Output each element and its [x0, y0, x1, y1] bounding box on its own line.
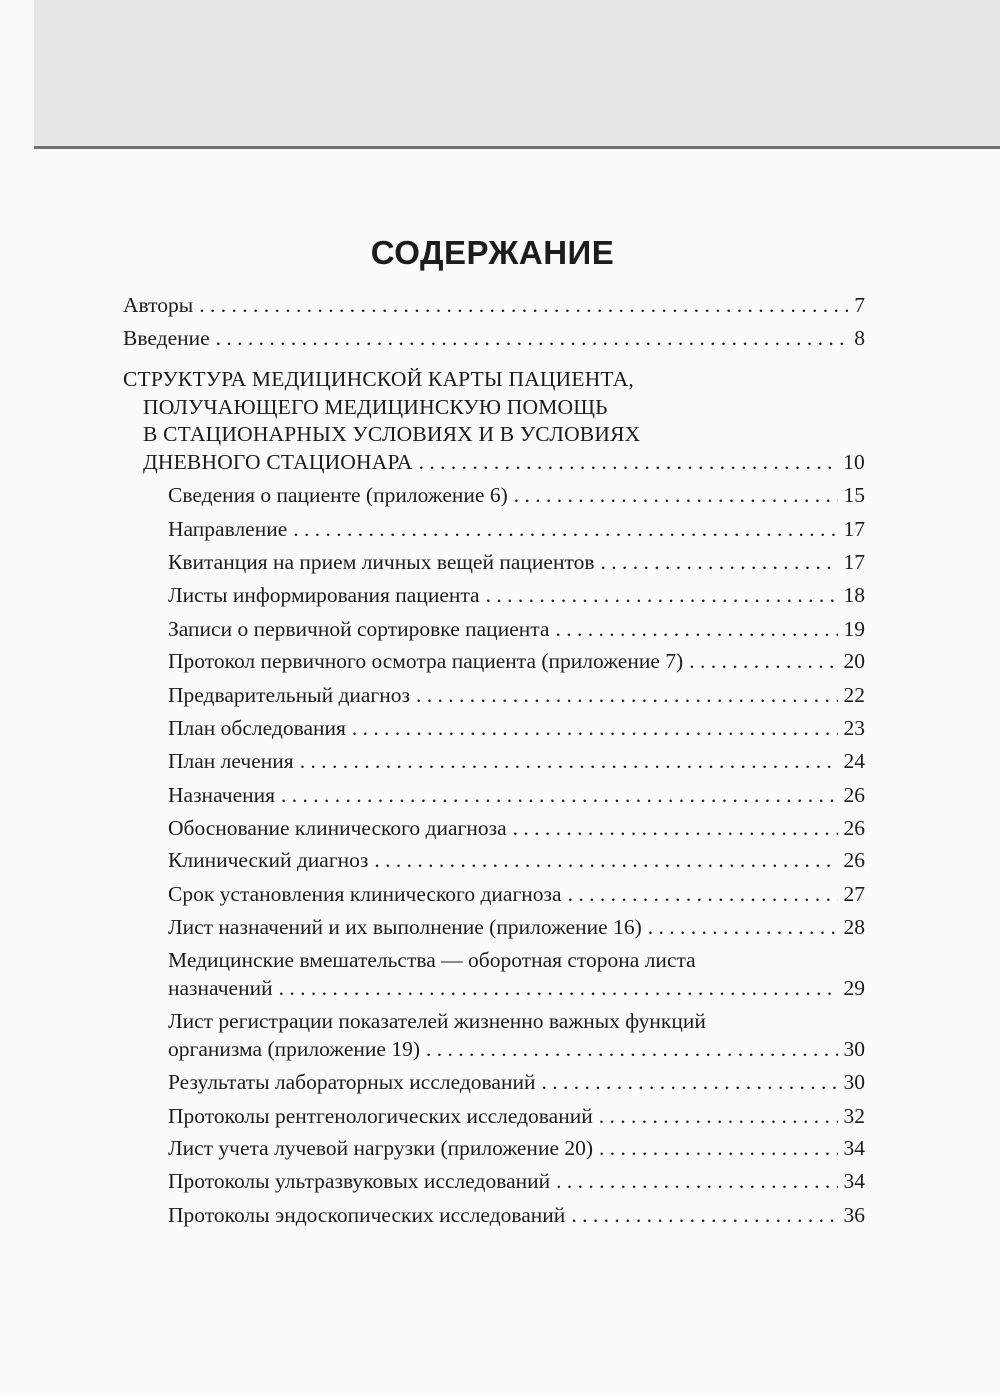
toc-entry-label: Листы информирования пациента	[168, 583, 480, 607]
leader-dots	[374, 847, 837, 873]
toc-entry-label: Результаты лабораторных исследований	[168, 1070, 536, 1094]
toc-entry-label: Авторы	[123, 293, 194, 317]
toc-entry-label: Лист учета лучевой нагрузки (приложение 20)	[168, 1136, 594, 1160]
toc-entry-page: 30	[843, 1070, 865, 1094]
toc-entry-page: 19	[843, 617, 865, 641]
toc-subentry-first-line: Медицинские вмешательства — оборотная сторона листа	[168, 948, 696, 972]
leader-dots	[300, 748, 838, 774]
toc-entry-page: 17	[843, 517, 865, 541]
toc-subentry[interactable]	[168, 582, 865, 608]
leader-dots	[486, 582, 838, 608]
leader-dots	[199, 292, 848, 318]
toc-entry-page: 26	[843, 848, 865, 872]
toc-entry[interactable]	[123, 292, 865, 318]
leader-dots	[514, 482, 838, 508]
toc-entry-page: 24	[843, 749, 865, 773]
toc-entry-label: Направление	[168, 517, 288, 541]
leader-dots	[513, 815, 838, 841]
toc-entry-label: Лист назначений и их выполнение (приложение 16)	[168, 915, 642, 939]
toc-subentry[interactable]	[168, 482, 865, 508]
toc-entry-page: 32	[843, 1104, 865, 1128]
toc-entry-label: План обследования	[168, 716, 346, 740]
toc-entry-label: Записи о первичной сортировке пациента	[168, 617, 550, 641]
section-heading-line: ПОЛУЧАЮЩЕГО МЕДИЦИНСКУЮ ПОМОЩЬ	[143, 395, 608, 419]
leader-dots	[279, 975, 838, 1001]
leader-dots	[541, 1069, 837, 1095]
toc-subentry[interactable]	[168, 516, 865, 542]
toc-entry-label: Предварительный диагноз	[168, 683, 411, 707]
header-band	[34, 0, 1000, 147]
toc-entry-page: 30	[843, 1037, 865, 1061]
toc-subentry[interactable]	[168, 975, 865, 1001]
toc-subentry[interactable]	[168, 549, 865, 575]
section-heading-line: СТРУКТУРА МЕДИЦИНСКОЙ КАРТЫ ПАЦИЕНТА,	[123, 367, 634, 391]
toc-entry-page: 7	[854, 293, 865, 317]
toc-subentry[interactable]	[168, 1135, 865, 1161]
toc-entry-page: 27	[843, 882, 865, 906]
toc-entry-label: Обоснование клинического диагноза	[168, 816, 507, 840]
toc-entry-page: 17	[843, 550, 865, 574]
leader-dots	[555, 616, 837, 642]
toc-subentry[interactable]	[168, 914, 865, 940]
toc-entry-page: 28	[843, 915, 865, 939]
toc-subentry[interactable]	[168, 616, 865, 642]
toc-entry-page: 22	[843, 683, 865, 707]
toc-entry-page: 23	[843, 716, 865, 740]
leader-dots	[281, 782, 837, 808]
toc-entry-label: Введение	[123, 326, 210, 350]
leader-dots	[648, 914, 838, 940]
toc-entry-page: 26	[843, 816, 865, 840]
toc-subentry[interactable]	[168, 715, 865, 741]
toc-section-entry[interactable]	[143, 449, 865, 475]
toc-entry-label: Протокол первичного осмотра пациента (приложение 7)	[168, 649, 684, 673]
toc-subentry-first-line: Лист регистрации показателей жизненно важных функций	[168, 1009, 706, 1033]
toc-entry[interactable]	[123, 325, 865, 351]
section-heading-line: В СТАЦИОНАРНЫХ УСЛОВИЯХ И В УСЛОВИЯХ	[143, 422, 641, 446]
toc-entry-label: организма (приложение 19)	[168, 1037, 421, 1061]
toc-entry-page: 8	[854, 326, 865, 350]
leader-dots	[599, 1135, 837, 1161]
toc-entry-page: 15	[843, 483, 865, 507]
leader-dots	[216, 325, 849, 351]
toc-entry-label: Срок установления клинического диагноза	[168, 882, 562, 906]
toc-subentry[interactable]	[168, 1103, 865, 1129]
toc-subentry[interactable]	[168, 1069, 865, 1095]
toc-entry-label: назначений	[168, 976, 273, 1000]
toc-entry-page: 20	[843, 649, 865, 673]
leader-dots	[556, 1168, 837, 1194]
toc-subentry[interactable]	[168, 1202, 865, 1228]
toc-subentry[interactable]	[168, 815, 865, 841]
leader-dots	[568, 881, 838, 907]
leader-dots	[600, 549, 837, 575]
toc-entry-label: Протоколы ультразвуковых исследований	[168, 1169, 551, 1193]
leader-dots	[426, 1036, 837, 1062]
toc-entry-label: Квитанция на прием личных вещей пациентов	[168, 550, 595, 574]
toc-entry-page: 26	[843, 783, 865, 807]
leader-dots	[689, 648, 837, 674]
toc-entry-label: План лечения	[168, 749, 294, 773]
toc-entry-page: 10	[843, 450, 865, 474]
toc-subentry[interactable]	[168, 847, 865, 873]
toc-subentry[interactable]	[168, 782, 865, 808]
toc-entry-label: Протоколы эндоскопических исследований	[168, 1203, 566, 1227]
leader-dots	[419, 449, 837, 475]
toc-entry-page: 36	[843, 1203, 865, 1227]
leader-dots	[416, 682, 837, 708]
leader-dots	[571, 1202, 837, 1228]
toc-subentry[interactable]	[168, 748, 865, 774]
page-title: СОДЕРЖАНИЕ	[370, 234, 615, 271]
header-rule	[34, 146, 1000, 149]
toc-entry-page: 18	[843, 583, 865, 607]
leader-dots	[599, 1103, 838, 1129]
toc-entry-page: 34	[843, 1169, 865, 1193]
toc-entry-page: 34	[843, 1136, 865, 1160]
toc-entry-label: Назначения	[168, 783, 276, 807]
toc-subentry[interactable]	[168, 648, 865, 674]
leader-dots	[293, 516, 837, 542]
toc-entry-page: 29	[843, 976, 865, 1000]
toc-entry-label: ДНЕВНОГО СТАЦИОНАРА	[143, 450, 413, 474]
toc-entry-label: Протоколы рентгенологических исследований	[168, 1104, 593, 1128]
toc-subentry[interactable]	[168, 881, 865, 907]
toc-subentry[interactable]	[168, 1168, 865, 1194]
leader-dots	[352, 715, 838, 741]
toc-subentry[interactable]	[168, 682, 865, 708]
toc-subentry[interactable]	[168, 1036, 865, 1062]
toc-entry-label: Клинический диагноз	[168, 848, 369, 872]
toc-entry-label: Сведения о пациенте (приложение 6)	[168, 483, 508, 507]
